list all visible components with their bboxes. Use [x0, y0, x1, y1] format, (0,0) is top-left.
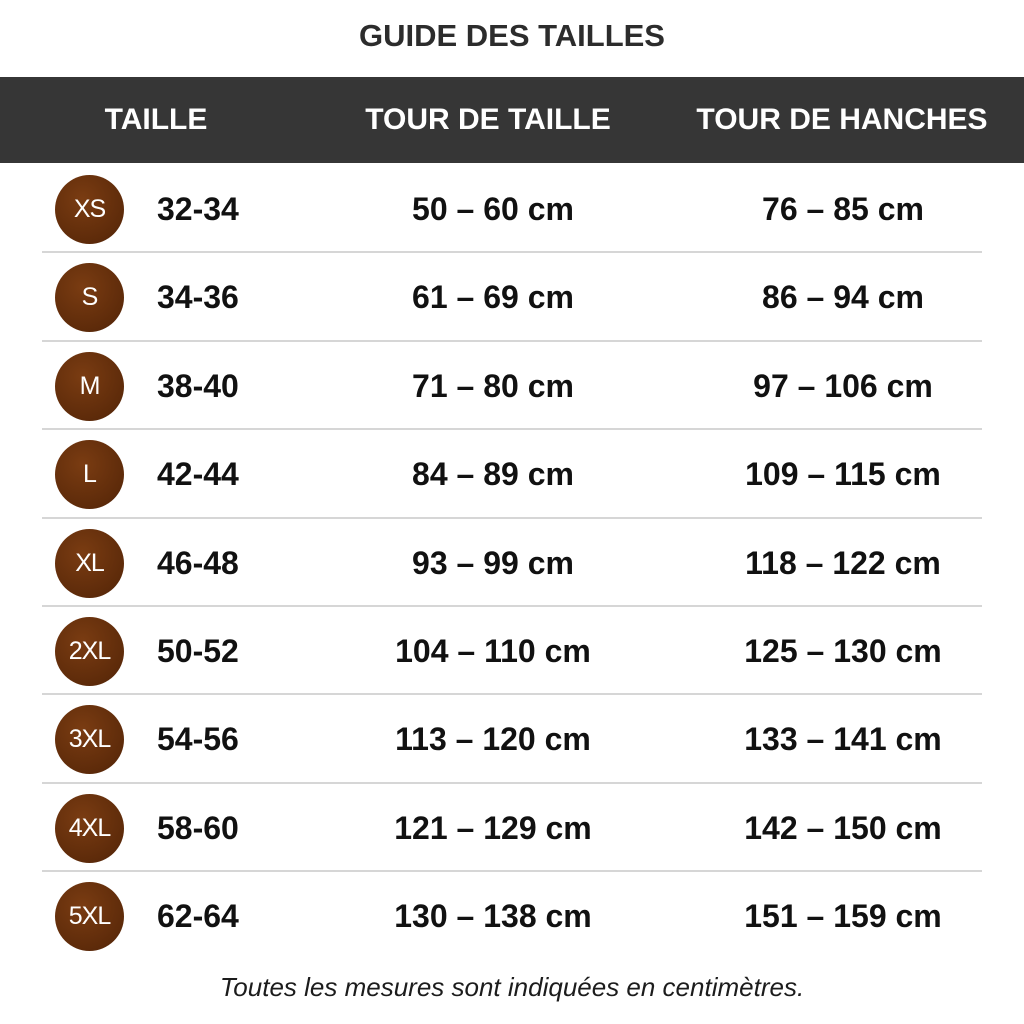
table-header — [0, 77, 1024, 163]
hips-range: 133 – 141 cm — [744, 721, 942, 758]
eu-size: 50-52 — [157, 632, 239, 669]
size-badge: M — [55, 352, 124, 421]
eu-size: 32-34 — [157, 191, 239, 227]
hips-range: 86 – 94 cm — [762, 279, 924, 316]
waist-range: 113 – 120 cm — [395, 721, 591, 758]
table-row — [0, 519, 1024, 607]
table-row — [0, 695, 1024, 783]
waist-range: 71 – 80 cm — [412, 367, 574, 404]
size-badge: L — [55, 440, 124, 509]
size-badge: S — [55, 263, 124, 332]
hips-range: 118 – 122 cm — [745, 544, 941, 581]
eu-size: 54-56 — [157, 721, 239, 758]
eu-size: 42-44 — [157, 456, 239, 493]
size-badge: 3XL — [55, 705, 124, 774]
waist-range: 93 – 99 cm — [412, 544, 574, 581]
hips-range: 125 – 130 cm — [744, 632, 942, 669]
hips-range: 109 – 115 cm — [745, 456, 941, 493]
hips-range: 142 – 150 cm — [744, 809, 942, 846]
table-row — [0, 872, 1024, 960]
table-row — [0, 430, 1024, 518]
eu-size: 46-48 — [157, 544, 239, 581]
table-row — [0, 342, 1024, 430]
hips-range: 151 – 159 cm — [744, 898, 942, 935]
table-body — [0, 165, 1024, 961]
size-badge: 5XL — [55, 882, 124, 951]
header-waist: TOUR DE TAILLE — [365, 103, 611, 136]
waist-range: 130 – 138 cm — [394, 898, 592, 935]
eu-size: 58-60 — [157, 809, 239, 846]
table-row — [0, 165, 1024, 253]
header-size: TAILLE — [104, 103, 208, 136]
size-badge: 4XL — [55, 794, 124, 863]
hips-range: 97 – 106 cm — [753, 367, 933, 404]
page-title: GUIDE DES TAILLES — [358, 18, 665, 53]
footnote: Toutes les mesures sont indiquées en centimètres. — [219, 972, 805, 1002]
waist-range: 84 – 89 cm — [412, 456, 574, 493]
size-badge: XS — [55, 175, 124, 244]
table-row — [0, 784, 1024, 872]
eu-size: 38-40 — [157, 367, 239, 404]
table-row — [0, 253, 1024, 341]
hips-range: 76 – 85 cm — [762, 191, 924, 227]
table-row — [0, 607, 1024, 695]
waist-range: 61 – 69 cm — [412, 279, 574, 316]
waist-range: 50 – 60 cm — [412, 191, 574, 227]
waist-range: 121 – 129 cm — [394, 809, 592, 846]
eu-size: 62-64 — [157, 898, 239, 935]
size-badge: XL — [55, 529, 124, 598]
header-hips: TOUR DE HANCHES — [696, 103, 988, 136]
eu-size: 34-36 — [157, 279, 239, 316]
size-badge: 2XL — [55, 617, 124, 686]
waist-range: 104 – 110 cm — [395, 632, 591, 669]
